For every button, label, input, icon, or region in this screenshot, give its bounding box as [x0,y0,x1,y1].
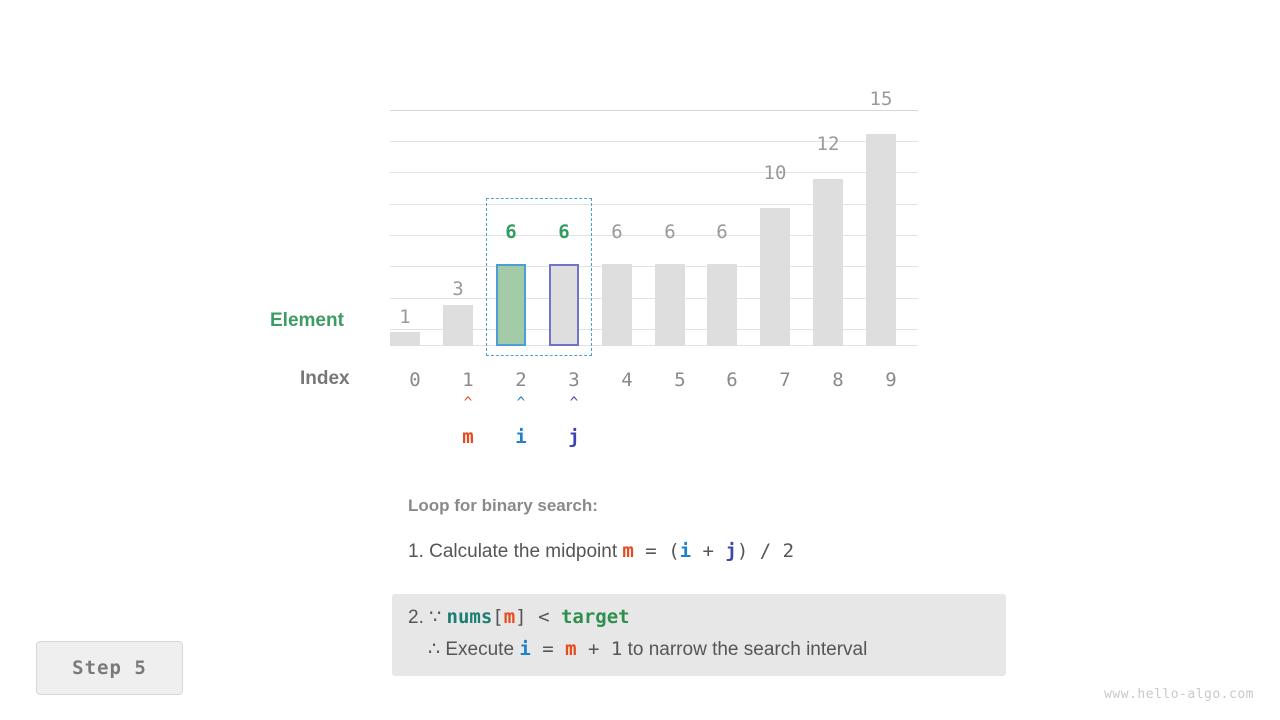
index-label-9: 9 [885,369,897,391]
caret-i: ^ [516,395,526,411]
bar-value-0: 1 [399,306,411,328]
step2-bracket-close: ] [515,606,527,628]
step2-less-than: < [526,606,561,628]
step1-var-j: j [725,540,737,562]
step1-eq: = [633,540,669,562]
gridline [390,110,918,111]
bar-0 [390,332,420,346]
bar-1 [443,305,473,346]
index-label-3: 3 [568,369,580,391]
bar-9 [866,134,896,346]
bar-value-3: 6 [558,221,570,243]
index-label-5: 5 [674,369,686,391]
step-1-text [408,540,1028,563]
step1-divide: / 2 [748,540,795,562]
bar-4 [602,264,632,346]
pointer-m: m [462,426,474,448]
step2-nums: nums [446,606,493,628]
step2-var-i: i [519,638,531,660]
caret-m: ^ [463,395,473,411]
loop-title: Loop for binary search: [408,496,598,515]
step1-var-i: i [679,540,692,562]
index-label-0: 0 [409,369,421,391]
step2-plus-one: + 1 [576,638,623,660]
step1-var-m: m [622,540,634,562]
step-2-action [428,638,867,661]
bar-value-6: 6 [716,221,728,243]
step-2-condition [408,606,630,629]
index-label-8: 8 [832,369,844,391]
step2-execute: Execute [445,639,520,660]
bar-value-7: 10 [763,162,787,184]
step2-var-m: m [503,606,516,628]
bar-value-8: 12 [816,133,840,155]
bar-8 [813,179,843,346]
step2-therefore: ∴ [428,639,446,660]
index-label-6: 6 [726,369,738,391]
gridline [390,172,918,173]
bar-value-2: 6 [505,221,517,243]
index-label-7: 7 [779,369,791,391]
step2-tail: to narrow the search interval [622,639,868,660]
index-label-4: 4 [621,369,633,391]
explanation-block [408,496,1028,563]
bar-value-5: 6 [664,221,676,243]
element-axis-label: Element [270,310,344,331]
pointer-i: i [515,426,527,448]
bar-6 [707,264,737,346]
step1-paren-close: ) [736,540,749,562]
bar-3 [549,264,579,346]
caret-j: ^ [569,395,579,411]
watermark: www.hello-algo.com [1104,687,1254,702]
bar-5 [655,264,685,346]
step1-prefix: 1. Calculate the midpoint [408,541,623,562]
step-2-panel [392,594,1006,676]
index-label-2: 2 [515,369,527,391]
step2-because: ∵ [429,607,447,628]
index-label-1: 1 [462,369,474,391]
step2-target: target [560,606,630,628]
bar-value-1: 3 [452,278,464,300]
step2-var-m2: m [565,638,577,660]
step1-plus: + [691,540,726,562]
bar-value-4: 6 [611,221,623,243]
step2-number: 2. [408,607,430,628]
step-badge: Step 5 [36,641,183,695]
pointer-j: j [568,426,580,448]
step1-paren-open: ( [668,540,680,562]
bar-2 [496,264,526,346]
index-axis-label: Index [300,368,350,389]
step2-assign: = [530,638,566,660]
step2-bracket-open: [ [492,606,504,628]
bar-chart [390,88,918,346]
bar-7 [760,208,790,346]
bar-value-9: 15 [869,88,893,110]
